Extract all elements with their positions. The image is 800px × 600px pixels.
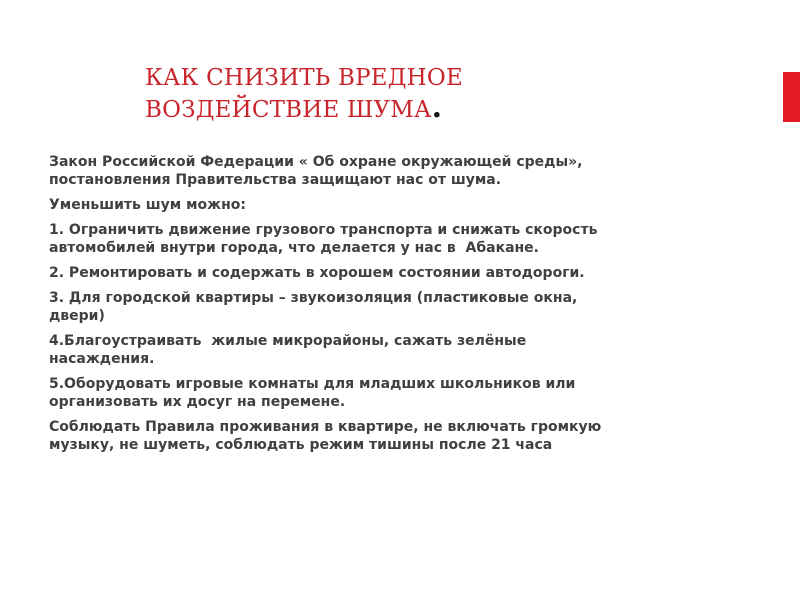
paragraph-line: автомобилей внутри города, что делается у нас в Абакане. — [49, 240, 539, 256]
paragraph-line: организовать их досуг на перемене. — [49, 394, 346, 410]
paragraph-line: 1. Ограничить движение грузового транспорта и снижать скорость — [49, 222, 598, 238]
paragraph-line: насаждения. — [49, 351, 155, 367]
paragraph-line: 5.Оборудовать игровые комнаты для младших школьников или — [49, 376, 576, 392]
list-item-5 — [49, 375, 739, 411]
accent-bar — [783, 72, 800, 122]
list-item-2 — [49, 264, 739, 282]
paragraph-conclusion — [49, 418, 739, 454]
slide-body — [49, 153, 739, 461]
paragraph-line: 3. Для городской квартиры – звукоизоляция (пластиковые окна, — [49, 290, 578, 306]
paragraph-line: постановления Правительства защищают нас от шума. — [49, 172, 502, 188]
title-line-1: КАК СНИЗИТЬ ВРЕДНОЕ — [145, 65, 463, 91]
paragraph-intro — [49, 196, 739, 214]
paragraph-line: 2. Ремонтировать и содержать в хорошем состоянии автодороги. — [49, 265, 585, 281]
title-line-2 — [145, 90, 765, 126]
paragraph-line: музыку, не шуметь, соблюдать режим тишины после 21 часа — [49, 437, 553, 453]
list-item-1 — [49, 221, 739, 257]
paragraph-line: двери) — [49, 308, 105, 324]
paragraph-line: Соблюдать Правила проживания в квартире, не включать громкую — [49, 419, 602, 435]
paragraph-line: Закон Российской Федерации « Об охране окружающей среды», — [49, 154, 583, 170]
paragraph-law — [49, 153, 739, 189]
title-period: . — [431, 90, 443, 125]
list-item-4 — [49, 332, 739, 368]
list-item-3 — [49, 289, 739, 325]
paragraph-line: Уменьшить шум можно: — [49, 197, 246, 213]
slide-title — [145, 62, 765, 126]
title-line-2-text: ВОЗДЕЙСТВИЕ ШУМА — [145, 97, 432, 123]
paragraph-line: 4.Благоустраивать жилые микрорайоны, сажать зелёные — [49, 333, 527, 349]
